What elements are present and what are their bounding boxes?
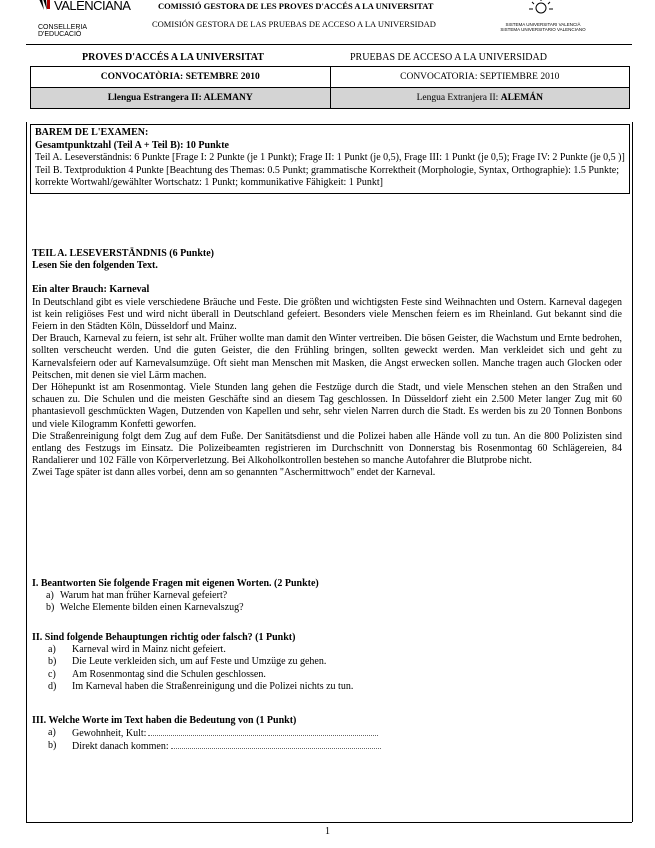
convocatoria-spanish: CONVOCATORIA: SEPTIEMBRE 2010 — [330, 67, 630, 88]
item-marker: b) — [46, 602, 55, 614]
question-2-item — [32, 644, 622, 656]
question-2-item — [32, 681, 622, 693]
page-frame-right — [632, 122, 633, 822]
item-marker: c) — [48, 668, 56, 680]
question-3-title: III. Welche Worte im Text haben die Bedeutung von (1 Punkt) — [32, 715, 297, 726]
item-text: Gewohnheit, Kult: — [72, 728, 147, 740]
page-frame-bottom — [26, 822, 632, 823]
page-frame-left — [26, 122, 27, 822]
item-marker: b) — [48, 656, 57, 668]
item-marker: a) — [48, 644, 56, 656]
subheader-spanish: PRUEBAS DE ACCESO A LA UNIVERSIDAD — [350, 52, 547, 63]
item-marker: b) — [48, 740, 57, 752]
teil-a-heading: TEIL A. LESEVERSTÄNDNIS (6 Punkte) — [32, 248, 214, 259]
convocatoria-valencian: CONVOCATÒRIA: SETEMBRE 2010 — [31, 67, 331, 88]
question-1-item — [32, 602, 622, 614]
question-1 — [32, 578, 622, 615]
barem-teil-b: Teil B. Textproduktion 4 Punkte [Beachtung des Themas: 0.5 Punkt; grammatische Korrektheit (Morphologie, Syntax, Orthographie): 1.5 Punkte; korrekte Wortwahl/gewählter Wortschatz: 1 Punkt; kommunikative Fähigkeit: 1 Punkt] — [35, 164, 619, 188]
subheader-valencian: PROVES D'ACCÉS A LA UNIVERSITAT — [82, 52, 264, 63]
barem-title: BAREM DE L'EXAMEN: — [35, 127, 149, 138]
text-paragraph-4: Die Straßenreinigung folgt dem Zug auf dem Fuße. Der Sanitätsdienst und die Polizei haben alle Hände voll zu tun. An die 800 Polizisten sind entlang des Festzugs im Einsatz. Die Polizeibeamten registrieren im Durchschnitt von Donnerstag bis Rosenmontag 60 Schlägereien, 84 Randalierer und 102 Fälle von Körperverletzung. Bei Alkoholkontrollen bestehen so manche Autofahrer die Blutprobe nicht. — [32, 430, 622, 467]
barem-teil-a: Teil A. Leseverständnis: 6 Punkte [Frage I: 2 Punkte (je 1 Punkt); Frage II: 1 Punkt (je 0,5), Frage III: 1 Punkt (je 0,5); Frage IV: 2 Punkte (je 0,5 )] — [35, 152, 625, 163]
header-title-valencian: COMISSIÓ GESTORA DE LES PROVES D'ACCÉS A LA UNIVERSITAT — [158, 1, 434, 11]
subject-spanish — [330, 88, 630, 109]
logo-text: SISTEMA UNIVERSITARI VALENCIÀ SISTEMA UNIVERSITARIO VALENCIANO — [500, 22, 586, 32]
sistema-universitari-logo — [498, 0, 588, 38]
question-3 — [32, 715, 622, 754]
logo-title: VALENCIANA — [54, 0, 131, 13]
barem-box — [30, 124, 630, 194]
text-title: Ein alter Brauch: Karneval — [32, 284, 150, 296]
question-2-item — [32, 669, 622, 681]
question-2 — [32, 632, 622, 693]
item-text: Karneval wird in Mainz nicht gefeiert. — [72, 644, 226, 656]
subject-valencian: Llengua Estrangera II: ALEMANY — [31, 88, 331, 109]
teil-a-instruction: Lesen Sie den folgenden Text. — [32, 260, 158, 272]
item-marker: d) — [48, 680, 57, 692]
header-title-spanish: COMISIÓN GESTORA DE LAS PRUEBAS DE ACCESO A LA UNIVERSIDAD — [152, 19, 436, 29]
generalitat-logo — [36, 0, 131, 38]
item-marker: a) — [46, 590, 54, 602]
question-3-item — [32, 727, 622, 740]
logo-subtitle: CONSELLERIA D'EDUCACIÓ — [38, 24, 87, 38]
item-text: Direkt danach kommen: — [72, 741, 169, 753]
question-3-item — [32, 740, 622, 753]
answer-blank[interactable] — [148, 727, 378, 736]
text-paragraph-5: Zwei Tage später ist dann alles vorbei, denn am so genannten "Aschermittwoch" endet der Karneval. — [32, 467, 436, 479]
barem-total: Gesamtpunktzahl (Teil A + Teil B): 10 Punkte — [35, 139, 229, 151]
item-text: Welche Elemente bilden einen Karnevalszug? — [60, 602, 244, 614]
sun-emblem-icon — [526, 0, 556, 16]
subject-spanish-language: ALEMÁN — [500, 93, 543, 103]
item-text: Im Karneval haben die Straßenreinigung und die Polizei nichts zu tun. — [72, 680, 354, 692]
generalitat-emblem-icon — [38, 0, 51, 11]
page-number: 1 — [325, 826, 330, 837]
text-paragraph-1: In Deutschland gibt es viele verschiedene Bräuche und Feste. Die größten und wichtigsten Feste sind Weihnachten und Ostern. Karneval dagegen ist kein religiöses Fest und wird nicht überall in Deutschland gefeiert. Besonders viele Menschen feiern es im Rheinland. Gut bekannt sind die Feiern in den Städten Köln, Düsseldorf und Mainz. — [32, 296, 622, 333]
item-marker: a) — [48, 727, 56, 739]
text-paragraph-2: Der Brauch, Karneval zu feiern, ist sehr alt. Früher wollte man damit den Winter vertreiben. Die bösen Geister, die Wachstum und Ernte bedrohen, sollten verscheucht werden. Und die guten Geister, die den Frühling bringen, sollten geweckt werden. Man verkleidet sich und geht zu Karnevalsfeiern oder auf Karnevalsumzüge. Oft sieht man Menschen mit Masken, die Angst erwecken sollen. Manche tragen auch Glocken oder Peitschen, mit denen sie viel Lärm machen. — [32, 333, 622, 381]
item-text: Am Rosenmontag sind die Schulen geschlossen. — [72, 668, 266, 680]
convocatoria-table — [30, 66, 630, 109]
item-text: Die Leute verkleiden sich, um auf Feste und Umzüge zu gehen. — [72, 656, 327, 668]
question-2-title: II. Sind folgende Behauptungen richtig oder falsch? (1 Punkt) — [32, 632, 296, 643]
item-text: Warum hat man früher Karneval gefeiert? — [60, 590, 228, 602]
subject-spanish-prefix: Lengua Extranjera II: — [416, 93, 501, 103]
answer-blank[interactable] — [171, 740, 381, 749]
question-1-title: I. Beantworten Sie folgende Fragen mit eigenen Worten. (2 Punkte) — [32, 578, 319, 589]
question-2-item — [32, 656, 622, 668]
header-divider — [26, 44, 632, 45]
teil-a-section — [32, 248, 622, 480]
text-paragraph-3: Der Höhepunkt ist am Rosenmontag. Viele Stunden lang gehen die Festzüge durch die Stadt, und viele Menschen stehen an den Straßen und schauen zu. Die Schulen und die meisten Geschäfte sind an diesem Tag geschlossen. In Düsseldorf zieht ein 2.500 Meter langer Zug mit 60 phantasievoll geschmückten Wagen, Dutzenden von Kapellen und sehr, sehr vielen Narren durch die Stadt. Es werden bis zu 20 Tonnen Bonbons und viele Kilogramm Konfetti geworfen. — [32, 382, 622, 430]
question-1-item — [32, 590, 622, 602]
